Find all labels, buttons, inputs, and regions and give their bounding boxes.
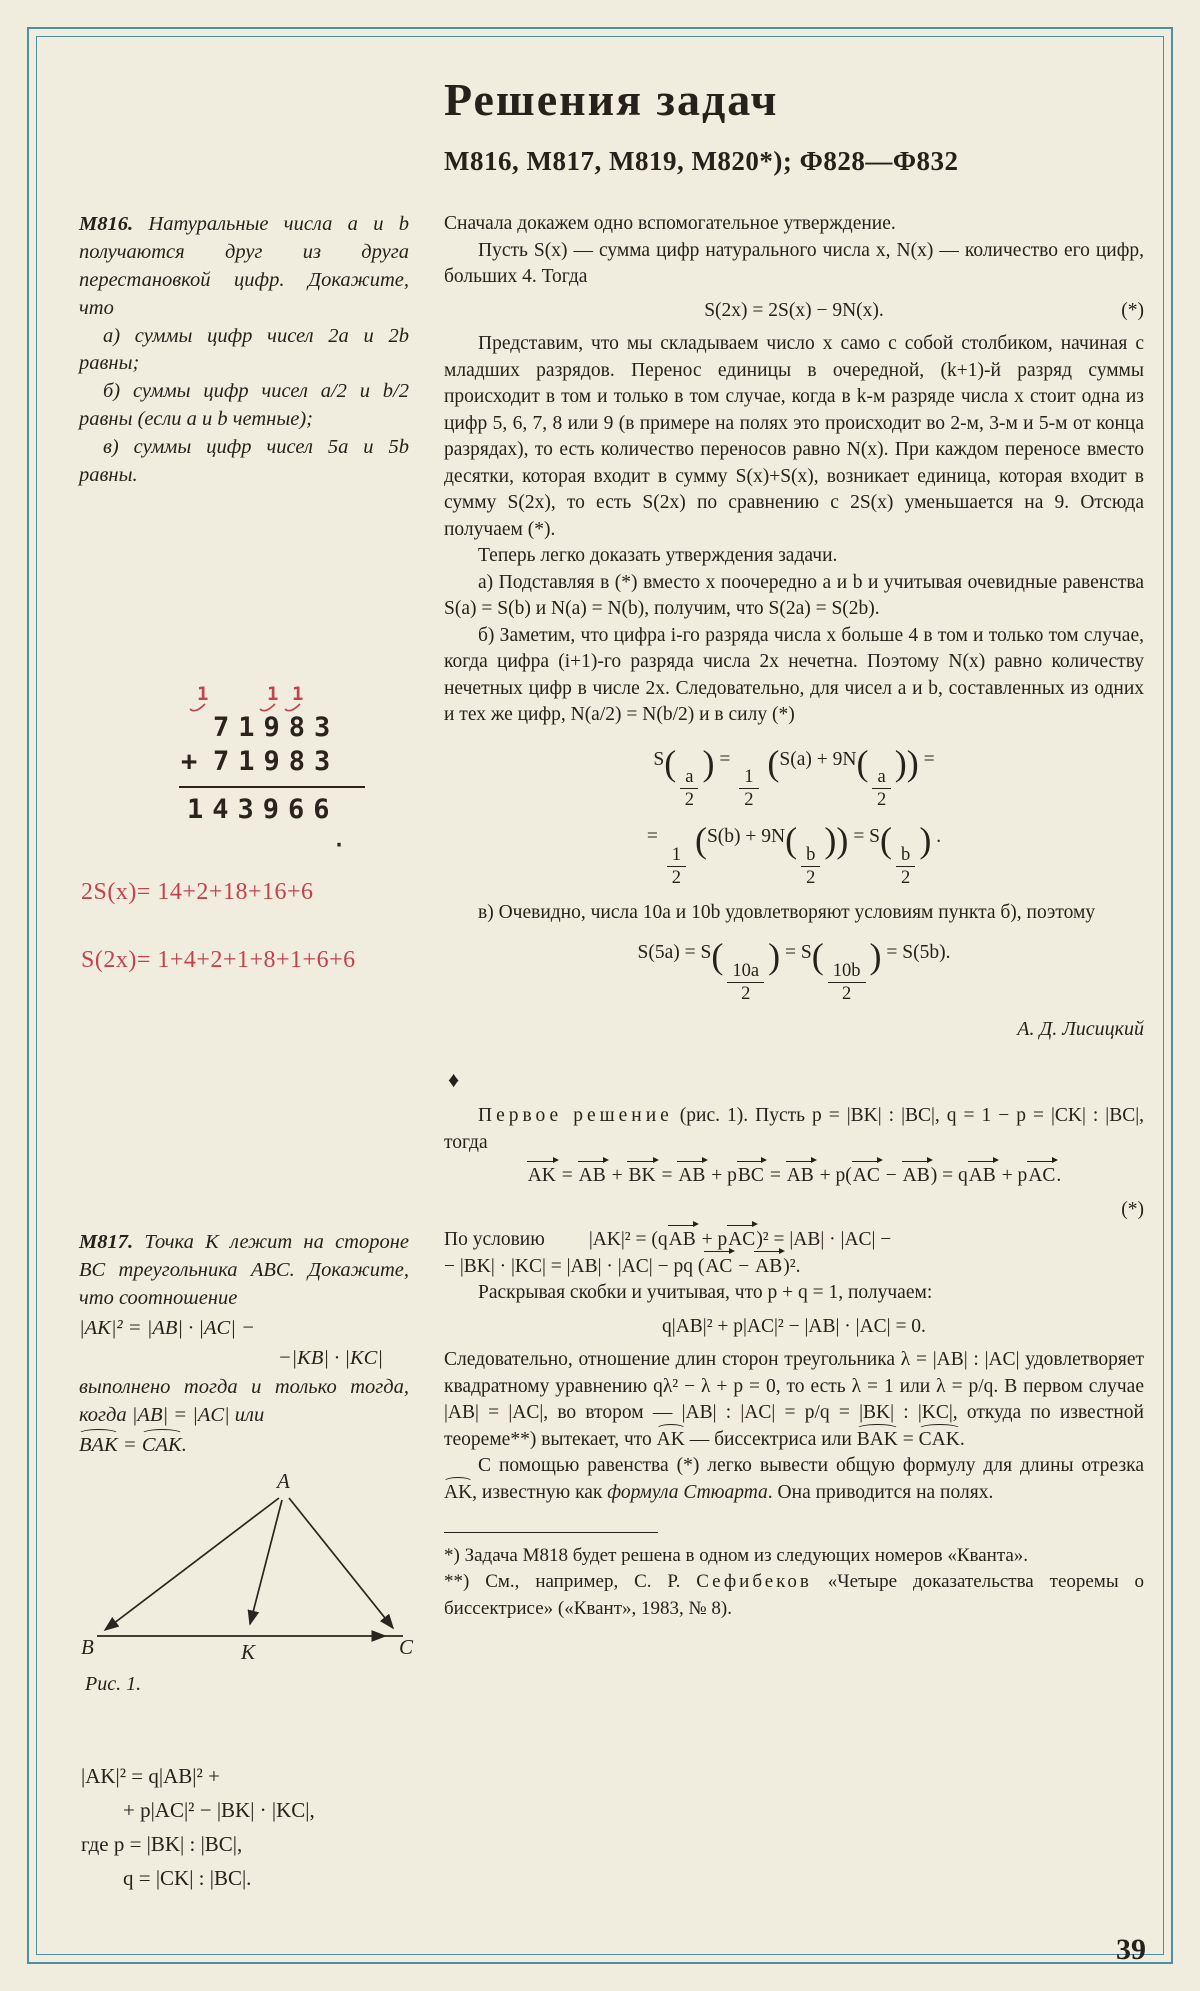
red-annotation-2: S(2x)= 1+4+2+1+8+1+6+6 [81, 947, 356, 973]
m817-statement-text: Точка K лежит на стороне BC треугольника ABC. Докажите, что соотношение [79, 1231, 409, 1309]
m816-paragraph: б) Заметим, что цифра i-го разряда числа x больше 4 в том и только том случае, когда цифра (i+1)-го разряда числа 2x нечетна. Поэтому N(x) равно количеству нечетных цифр в числе 2x. Следовательно, для чисел a и b, составленных из одних и тех же цифр, N(a/2) = N(b/2) и в силу (*) [444, 624, 1144, 726]
m816-author: А. Д. Лисицкий [1017, 1017, 1144, 1040]
sum-dot-mark: · [333, 833, 346, 857]
angle-bak: BAK [856, 1428, 898, 1450]
vector-ak: AK [527, 1165, 556, 1187]
carry-digit: 1 [267, 683, 279, 705]
red-annotation-1: 2S(x)= 14+2+18+16+6 [81, 879, 314, 905]
m816-item-b: б) суммы цифр чисел a/2 и b/2 равны (если a и b четные); [79, 380, 409, 431]
vector-ac: AC [705, 1255, 733, 1277]
figure-1 [79, 1473, 431, 1670]
m817-paragraph: Первое решение (рис. 1). Пусть p = |BK| : |BC|, q = 1 − p = |CK| : |BC|, тогда [444, 1105, 1144, 1153]
point-k-label: K [241, 1640, 256, 1664]
page-subtitle: М816, М817, М819, М820*); Ф828—Ф832 [444, 146, 959, 176]
segment-ak: AK [656, 1428, 685, 1450]
angle-bak: BAK [79, 1434, 118, 1457]
section-divider-diamond: ♦ [448, 1067, 460, 1092]
margin-formula-line-1: |AK|² = q|AB|² + [81, 1764, 220, 1788]
m817-statement-eq-2: −|KB| · |KC| [277, 1346, 383, 1369]
condition-label: По условию [444, 1229, 545, 1251]
m816-label: М816. [79, 213, 134, 235]
vector-bk: BK [628, 1165, 656, 1187]
addend-row: 71983 [213, 712, 340, 743]
solution-heading: Первое решение [478, 1105, 673, 1126]
m816-paragraph: Представим, что мы складываем число x само с собой столбиком, начиная с младших разрядов. Перенос единицы в очередной, (k+1)-й разряд суммы происходит в том и только в том случае, когда в k-м разряде числа x стоит одна из цифр 5, 6, 7, 8 или 9 (в примере на полях это происходит во 2-м, 3-м и 5-м от конца разрядах), то есть количество переносов равно N(x). При каждом переносе вместо десятки, которая входит в сумму S(x)+S(x), возникает единица, которая входит в сумму S(2x), то есть S(2x) по сравнению с 2S(x) уменьшается на 9. Отсюда получаем (*). [444, 333, 1144, 540]
cited-author-name: Сефибеков [696, 1571, 812, 1593]
m817-problem-statement [79, 1229, 409, 1462]
m817-vector-equation: AK = AB + BK = AB + pBC = AB + p(AC − AB) = qAB + pAC. [527, 1165, 1062, 1187]
margin-column [79, 211, 414, 1981]
m817-paragraph: С помощью равенства (*) легко вывести общую формулу для длины отрезка AK, известную как формула Стюарта. Она приводится на полях. [444, 1455, 1144, 1503]
vector-ab: AB [678, 1165, 706, 1187]
section-header [444, 73, 1117, 177]
margin-formula-line-4: q = |CK| : |BC|. [123, 1866, 252, 1891]
equation-row: S( $\frac{a}{2}$ ) = $\frac{1}{2}$ (S(a) + 9N( $\frac{a}{2}$ )) = [653, 742, 935, 811]
m816-paragraph: Теперь легко доказать утверждения задачи. [478, 545, 838, 567]
m817-statement-text-2: выполнено тогда и только тогда, когда |AB| = |AC| или [79, 1376, 409, 1427]
plus-sign: + [181, 745, 198, 777]
vector-bc: BC [737, 1165, 764, 1187]
footnote-1: *) Задача М818 будет решена в одном из следующих номеров «Кванта». [444, 1545, 1029, 1567]
vector-ac [289, 1498, 393, 1628]
m816-equation-star: S(2x) = 2S(x) − 9N(x). (*) [444, 298, 1144, 325]
footnote-2: **) См., например, С. Р. Сефибеков «Четыре доказательства теоремы о биссектрисе» («Квант», 1983, № 8). [444, 1571, 1144, 1619]
footnotes [444, 1532, 1144, 1622]
m816-item-v: в) суммы цифр чисел 5a и 5b равны. [79, 436, 409, 486]
footnote-rule [444, 1532, 658, 1533]
vector-ac: AC [852, 1165, 880, 1187]
carry-digit: 1 [292, 683, 304, 705]
m817-condition-line-2: − |BK| · |KC| = |AB| · |AC| − pq (AC − AB)². [444, 1255, 801, 1277]
addend-row: + 71983 [181, 745, 340, 777]
stewart-formula-name: формула Стюарта [607, 1481, 768, 1503]
triangle-figure [79, 1473, 431, 1665]
m816-paragraph: Пусть S(x) — сумма цифр натурального числа x, N(x) — количество его цифр, больших 4. Тогда [444, 239, 1144, 288]
margin-addition-example [181, 683, 407, 857]
vector-ab: AB [902, 1165, 930, 1187]
margin-formula-line-3: где p = |BK| : |BC|, [81, 1832, 243, 1857]
m816-problem-statement [79, 211, 409, 490]
m817-condition-line-1: По условию |AK|² = (qAB + pAC)² = |AB| · |AC| − [444, 1229, 892, 1251]
carry-digit: 1 [197, 683, 209, 705]
segment-ak: AK [444, 1481, 473, 1503]
angle-cak: CAK [141, 1434, 182, 1457]
page-number: 39 [1116, 1933, 1146, 1966]
page-title: Решения задач [444, 74, 779, 125]
main-column [444, 211, 1144, 1622]
vector-ab: AB [786, 1165, 814, 1187]
m816-display-equation-v: S(5a) = S( $\frac{10a}{2}$ ) = S( $\frac{10b}{2}$ ) = S(5b). [637, 936, 951, 1004]
m816-paragraph: а) Подставляя в (*) вместо x поочередно a и b и учитывая очевидные равенства S(a) = S(b) и N(a) = N(b), получим, что S(2a) = S(2b). [444, 571, 1144, 620]
sum-row: 143966 [187, 794, 339, 825]
m817-paragraph: Следовательно, отношение длин сторон треугольника λ = |AB| : |AC| удовлетворяет квадратному уравнению qλ² − λ + p = 0, то есть λ = 1 или λ = p/q. В первом случае |AB| = |AC|, во втором — |AB| : |AC| = p/q = |BK| : |KC|, откуда по известной теореме**) вытекает, что AK — биссектриса или BAK = CAK. [444, 1349, 1144, 1450]
vector-ak [250, 1500, 282, 1624]
m816-item-a: а) суммы цифр чисел 2a и 2b равны; [79, 324, 409, 375]
vertex-a-label: A [277, 1473, 290, 1493]
m817-quadratic-equation: q|AB|² + p|AC|² − |AB| · |AC| = 0. [662, 1315, 926, 1337]
vector-ab: AB [578, 1165, 606, 1187]
two-column-layout [79, 211, 1144, 1986]
m817-label: М817. [79, 1231, 134, 1253]
m816-paragraph: Сначала докажем одно вспомогательное утверждение. [444, 213, 896, 234]
m817-statement-eq-1: |AK|² = |AB| · |AC| − [79, 1316, 255, 1339]
page-content [39, 39, 1161, 1952]
figure-caption: Рис. 1. [85, 1673, 142, 1695]
angle-cak: CAK [918, 1428, 960, 1450]
equation-tag: (*) [1121, 299, 1144, 321]
equation-tag: (*) [1121, 1198, 1144, 1220]
vector-ac: AC [1028, 1165, 1056, 1187]
vertex-c-label: C [399, 1635, 414, 1659]
vector-ab: AB [755, 1255, 783, 1277]
m816-display-equation-b [444, 742, 1144, 888]
m817-statement-angles: BAK = CAK. [79, 1434, 187, 1457]
m816-paragraph: в) Очевидно, числа 10a и 10b удовлетворяют условиям пункта б), поэтому [478, 901, 1096, 923]
equation-row: = $\frac{1}{2}$ (S(b) + 9N( $\frac{b}{2}$ )) = S( $\frac{b}{2}$ ) . [646, 820, 942, 888]
margin-formula-line-2: + p|AC|² − |BK| · |KC|, [123, 1798, 315, 1823]
stewart-formula-margin [81, 1759, 315, 1895]
m816-statement-text: Натуральные числа a и b получаются друг из друга перестановкой цифр. Докажите, что [79, 213, 409, 319]
vector-ab: AB [668, 1229, 696, 1251]
vector-ac: AC [728, 1229, 756, 1251]
m817-paragraph: Раскрывая скобки и учитывая, что p + q = 1, получаем: [478, 1282, 933, 1304]
vertex-b-label: B [81, 1635, 94, 1659]
vector-ab: AB [968, 1165, 996, 1187]
sum-rule [179, 786, 365, 789]
